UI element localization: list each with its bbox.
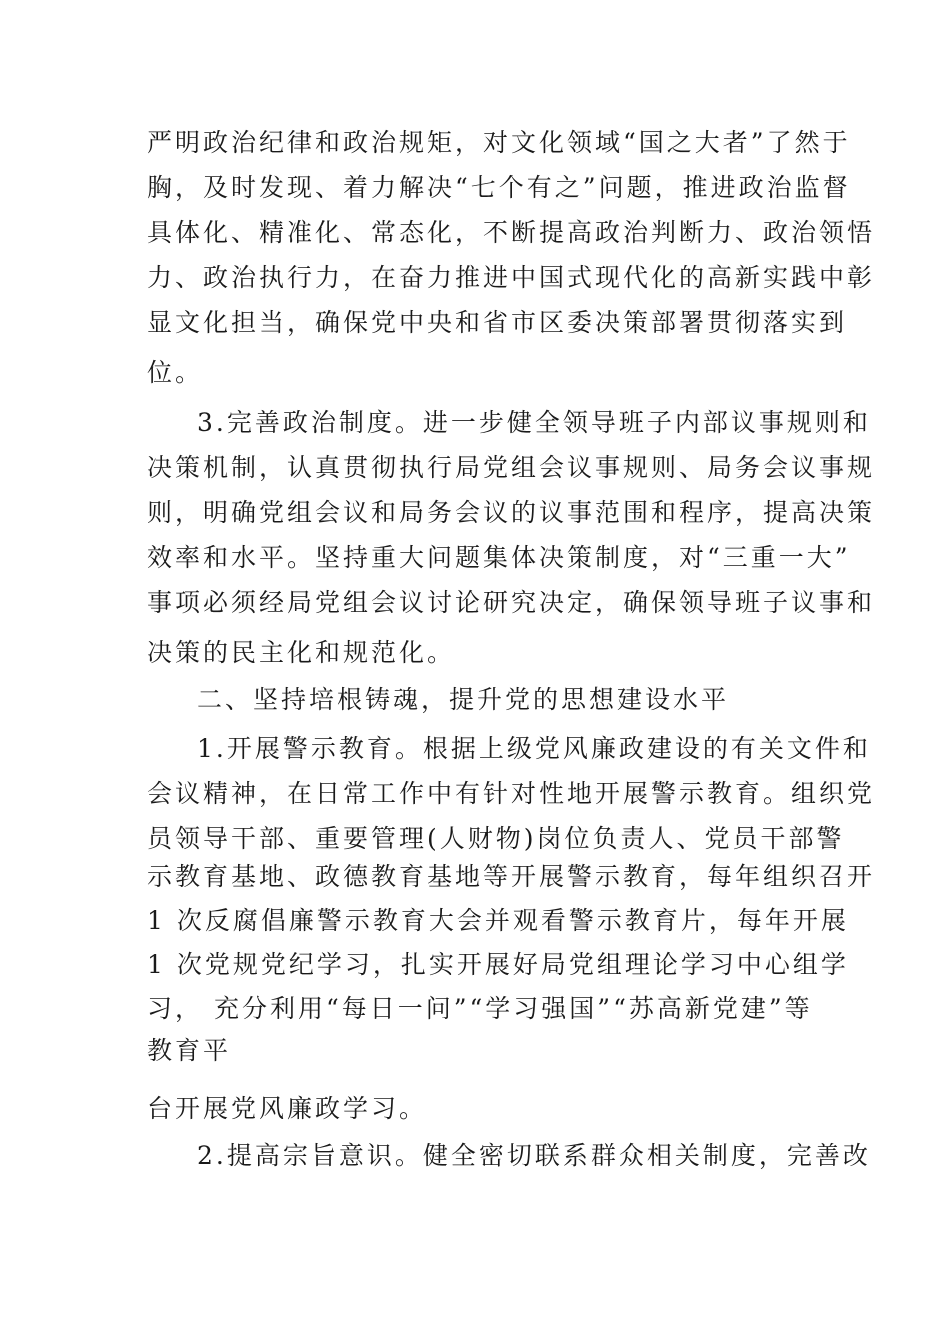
body-text-line: 胸，及时发现、着力解决“七个有之”问题，推进政治监督 xyxy=(147,173,851,202)
body-text-line: 员领导干部、重要管理(人财物)岗位负责人、党员干部警 xyxy=(147,824,845,853)
body-text-line: 1 次反腐倡廉警示教育大会并观看警示教育片，每年开展 xyxy=(147,906,849,935)
body-text-line: 显文化担当，确保党中央和省市区委决策部署贯彻落实到 xyxy=(147,308,848,337)
body-text-line: 教育平 xyxy=(147,1036,232,1065)
body-text-line: 1 次党规党纪学习，扎实开展好局党组理论学习中心组学 xyxy=(147,950,849,979)
body-text-line: 则，明确党组会议和局务会议的议事范围和程序，提高决策 xyxy=(147,498,876,527)
body-text-line: 习， 充分利用“每日一问”“学习强国”“苏高新党建”等 xyxy=(147,994,813,1023)
section-item-heading-line: 2.提高宗旨意识。健全密切联系群众相关制度，完善改 xyxy=(197,1141,871,1170)
body-text-line: 效率和水平。坚持重大问题集体决策制度，对“三重一大” xyxy=(147,543,851,572)
body-text-line: 具体化、精准化、常态化，不断提高政治判断力、政治领悟 xyxy=(147,218,876,247)
body-text-line: 会议精神，在日常工作中有针对性地开展警示教育。组织党 xyxy=(147,779,876,808)
body-text-line: 力、政治执行力，在奋力推进中国式现代化的高新实践中彰 xyxy=(147,263,876,292)
body-text-line: 事项必须经局党组会议讨论研究决定，确保领导班子议事和 xyxy=(147,588,876,617)
body-text-line: 示教育基地、政德教育基地等开展警示教育，每年组织召开 xyxy=(147,862,876,891)
section-heading: 二、坚持培根铸魂，提升党的思想建设水平 xyxy=(197,685,730,714)
body-text-line: 严明政治纪律和政治规矩，对文化领域“国之大者”了然于 xyxy=(147,128,851,157)
body-text-line: 决策的民主化和规范化。 xyxy=(147,638,456,667)
body-text-line: 台开展党风廉政学习。 xyxy=(147,1094,428,1123)
section-item-heading-line: 3.完善政治制度。进一步健全领导班子内部议事规则和 xyxy=(197,408,871,437)
body-text-line: 位。 xyxy=(147,358,204,387)
section-item-heading-line: 1.开展警示教育。根据上级党风廉政建设的有关文件和 xyxy=(197,734,871,763)
body-text-line: 决策机制，认真贯彻执行局党组会议事规则、局务会议事规 xyxy=(147,453,876,482)
